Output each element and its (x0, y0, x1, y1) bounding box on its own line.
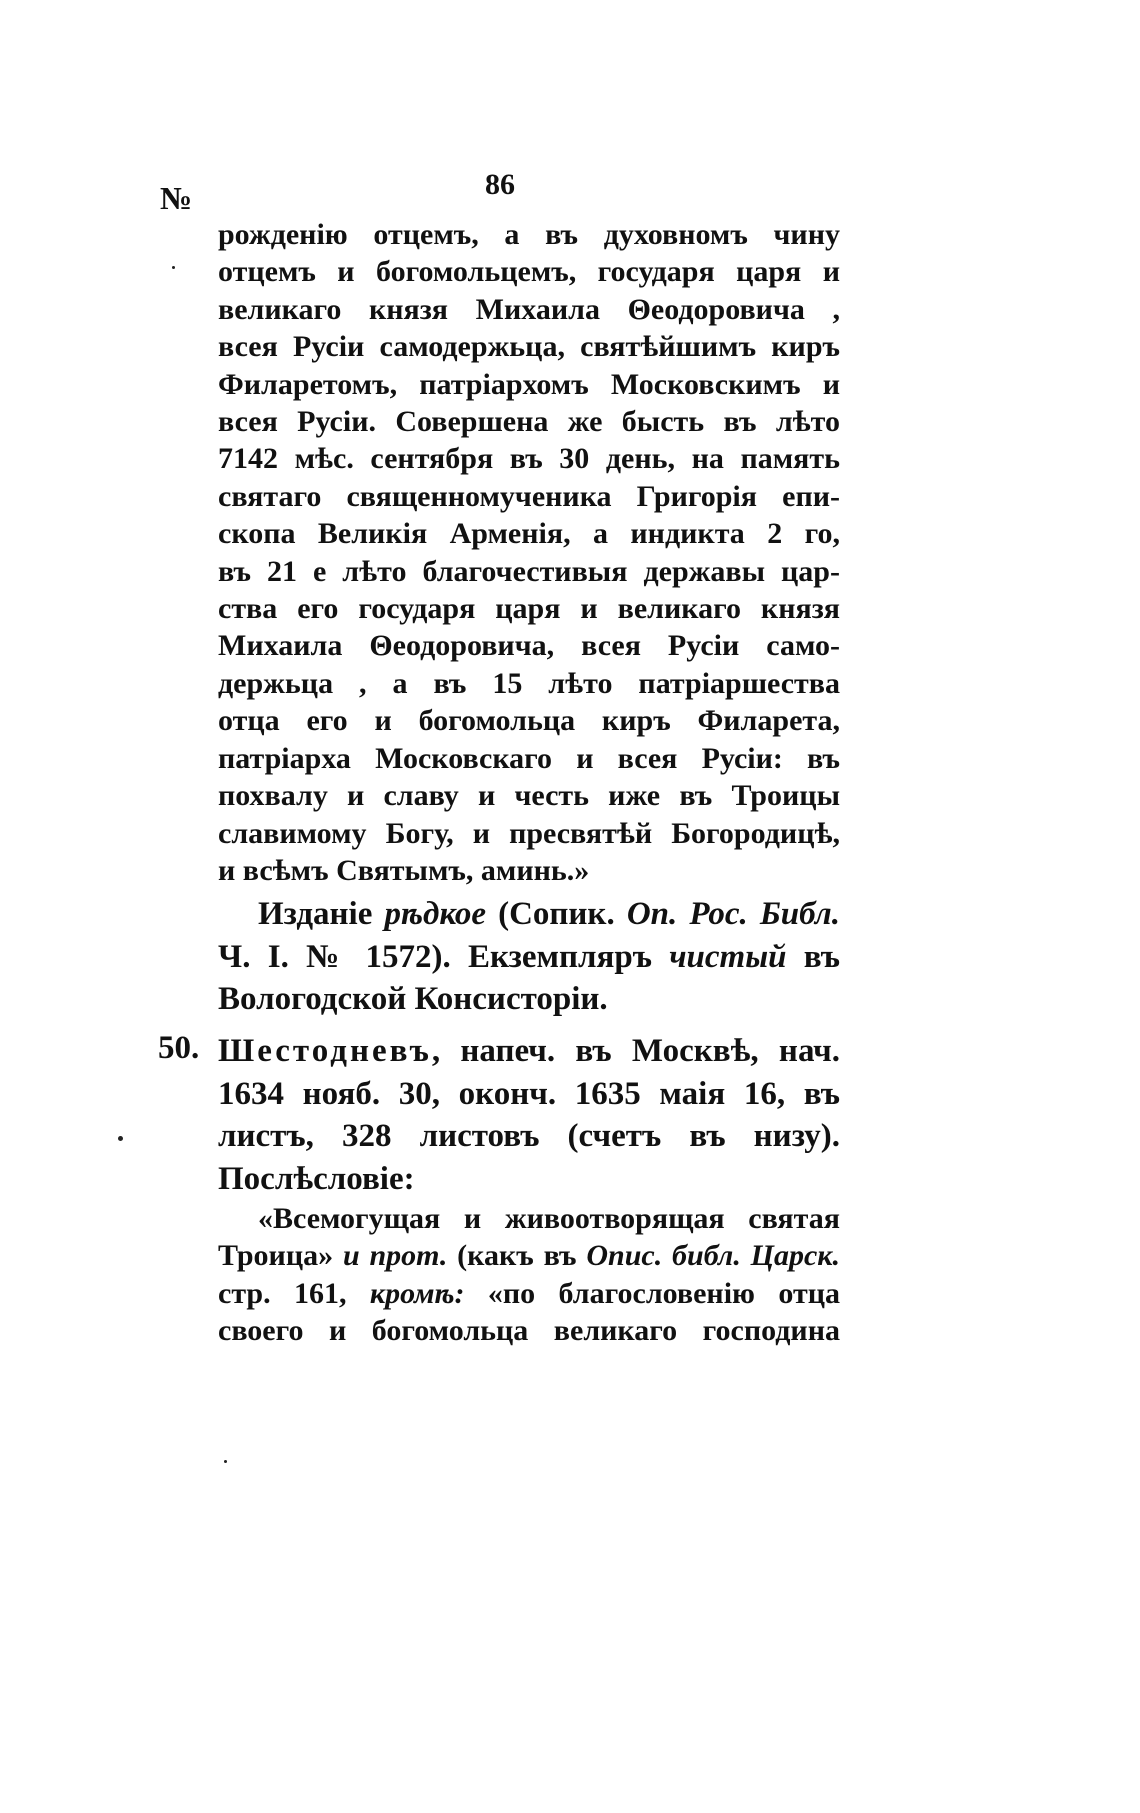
entry-line: Шестодневъ, напеч. въ Москвѣ, нач. (218, 1033, 840, 1069)
margin-mark (224, 1460, 227, 1463)
quote-line: рожденію отцемъ, а въ духовномъ чину (218, 218, 840, 251)
quote-line: въ 21 е лѣто благочестивыя державы цар- (218, 554, 840, 588)
afterword-block (218, 1200, 840, 1350)
entry-line: Послѣсловіе: (218, 1160, 415, 1197)
note-line: Ч. I. № 1572). Екземпляръ чистый въ (218, 938, 840, 975)
edition-note (218, 893, 840, 1021)
quote-line: 7142 мѣс. сентября въ 30 день, на память (218, 442, 840, 476)
margin-mark (118, 1136, 123, 1141)
quote-line: великаго князя Михаила Θеодоровича , (218, 292, 840, 326)
quote-block (218, 216, 840, 889)
note-line: Вологодской Консисторіи. (218, 981, 608, 1017)
quote-line: скопа Великія Арменія, а индикта 2 го, (218, 517, 840, 551)
afterword-line: своего и богомольца великаго господина (218, 1314, 840, 1348)
quote-line: патріарха Московскаго и всея Русіи: въ (218, 741, 840, 775)
note-line: Изданіе рѣдкое (Сопик. Оп. Рос. Библ. (258, 896, 840, 932)
entry-line: 1634 нояб. 30, оконч. 1635 маія 16, въ (218, 1075, 840, 1112)
quote-line: ства его государя царя и великаго князя (218, 592, 840, 626)
entry-line: листъ, 328 листовъ (счетъ въ низу). (218, 1118, 840, 1154)
quote-line: отцемъ и богомольцемъ, государя царя и (218, 255, 840, 289)
quote-line: всея Русіи. Совершена же бысть въ лѣто (218, 405, 840, 439)
entry-number: 50. (158, 1030, 200, 1066)
quote-line: похвалу и славу и честь иже въ Троицы (218, 779, 840, 813)
quote-line: и всѣмъ Святымъ, аминь.» (218, 853, 590, 887)
quote-line: Филаретомъ, патріархомъ Московскимъ и (218, 367, 840, 401)
quote-line: Михаила Θеодоровича, всея Русіи само- (218, 629, 840, 663)
quote-line: всея Русіи самодержьца, святѣйшимъ киръ (218, 330, 840, 364)
page-number: 86 (485, 168, 515, 201)
entry-block (218, 1030, 840, 1200)
quote-line: держьца , а въ 15 лѣто патріаршества (218, 666, 840, 700)
afterword-line: Троица» и прот. (какъ въ Опис. библ. Царск. (218, 1239, 841, 1273)
margin-mark (172, 266, 175, 269)
number-sign: № (160, 180, 193, 216)
quote-line: святаго священномученика Григорія епи- (218, 479, 840, 513)
quote-line: славимому Богу, и пресвятѣй Богородицѣ, (218, 816, 840, 850)
afterword-line: «Всемогущая и живоотворящая святая (258, 1202, 840, 1235)
quote-line: отца его и богомольца киръ Филарета, (218, 704, 840, 738)
afterword-line: стр. 161, кромѣ: «по благословенію отца (218, 1276, 840, 1310)
